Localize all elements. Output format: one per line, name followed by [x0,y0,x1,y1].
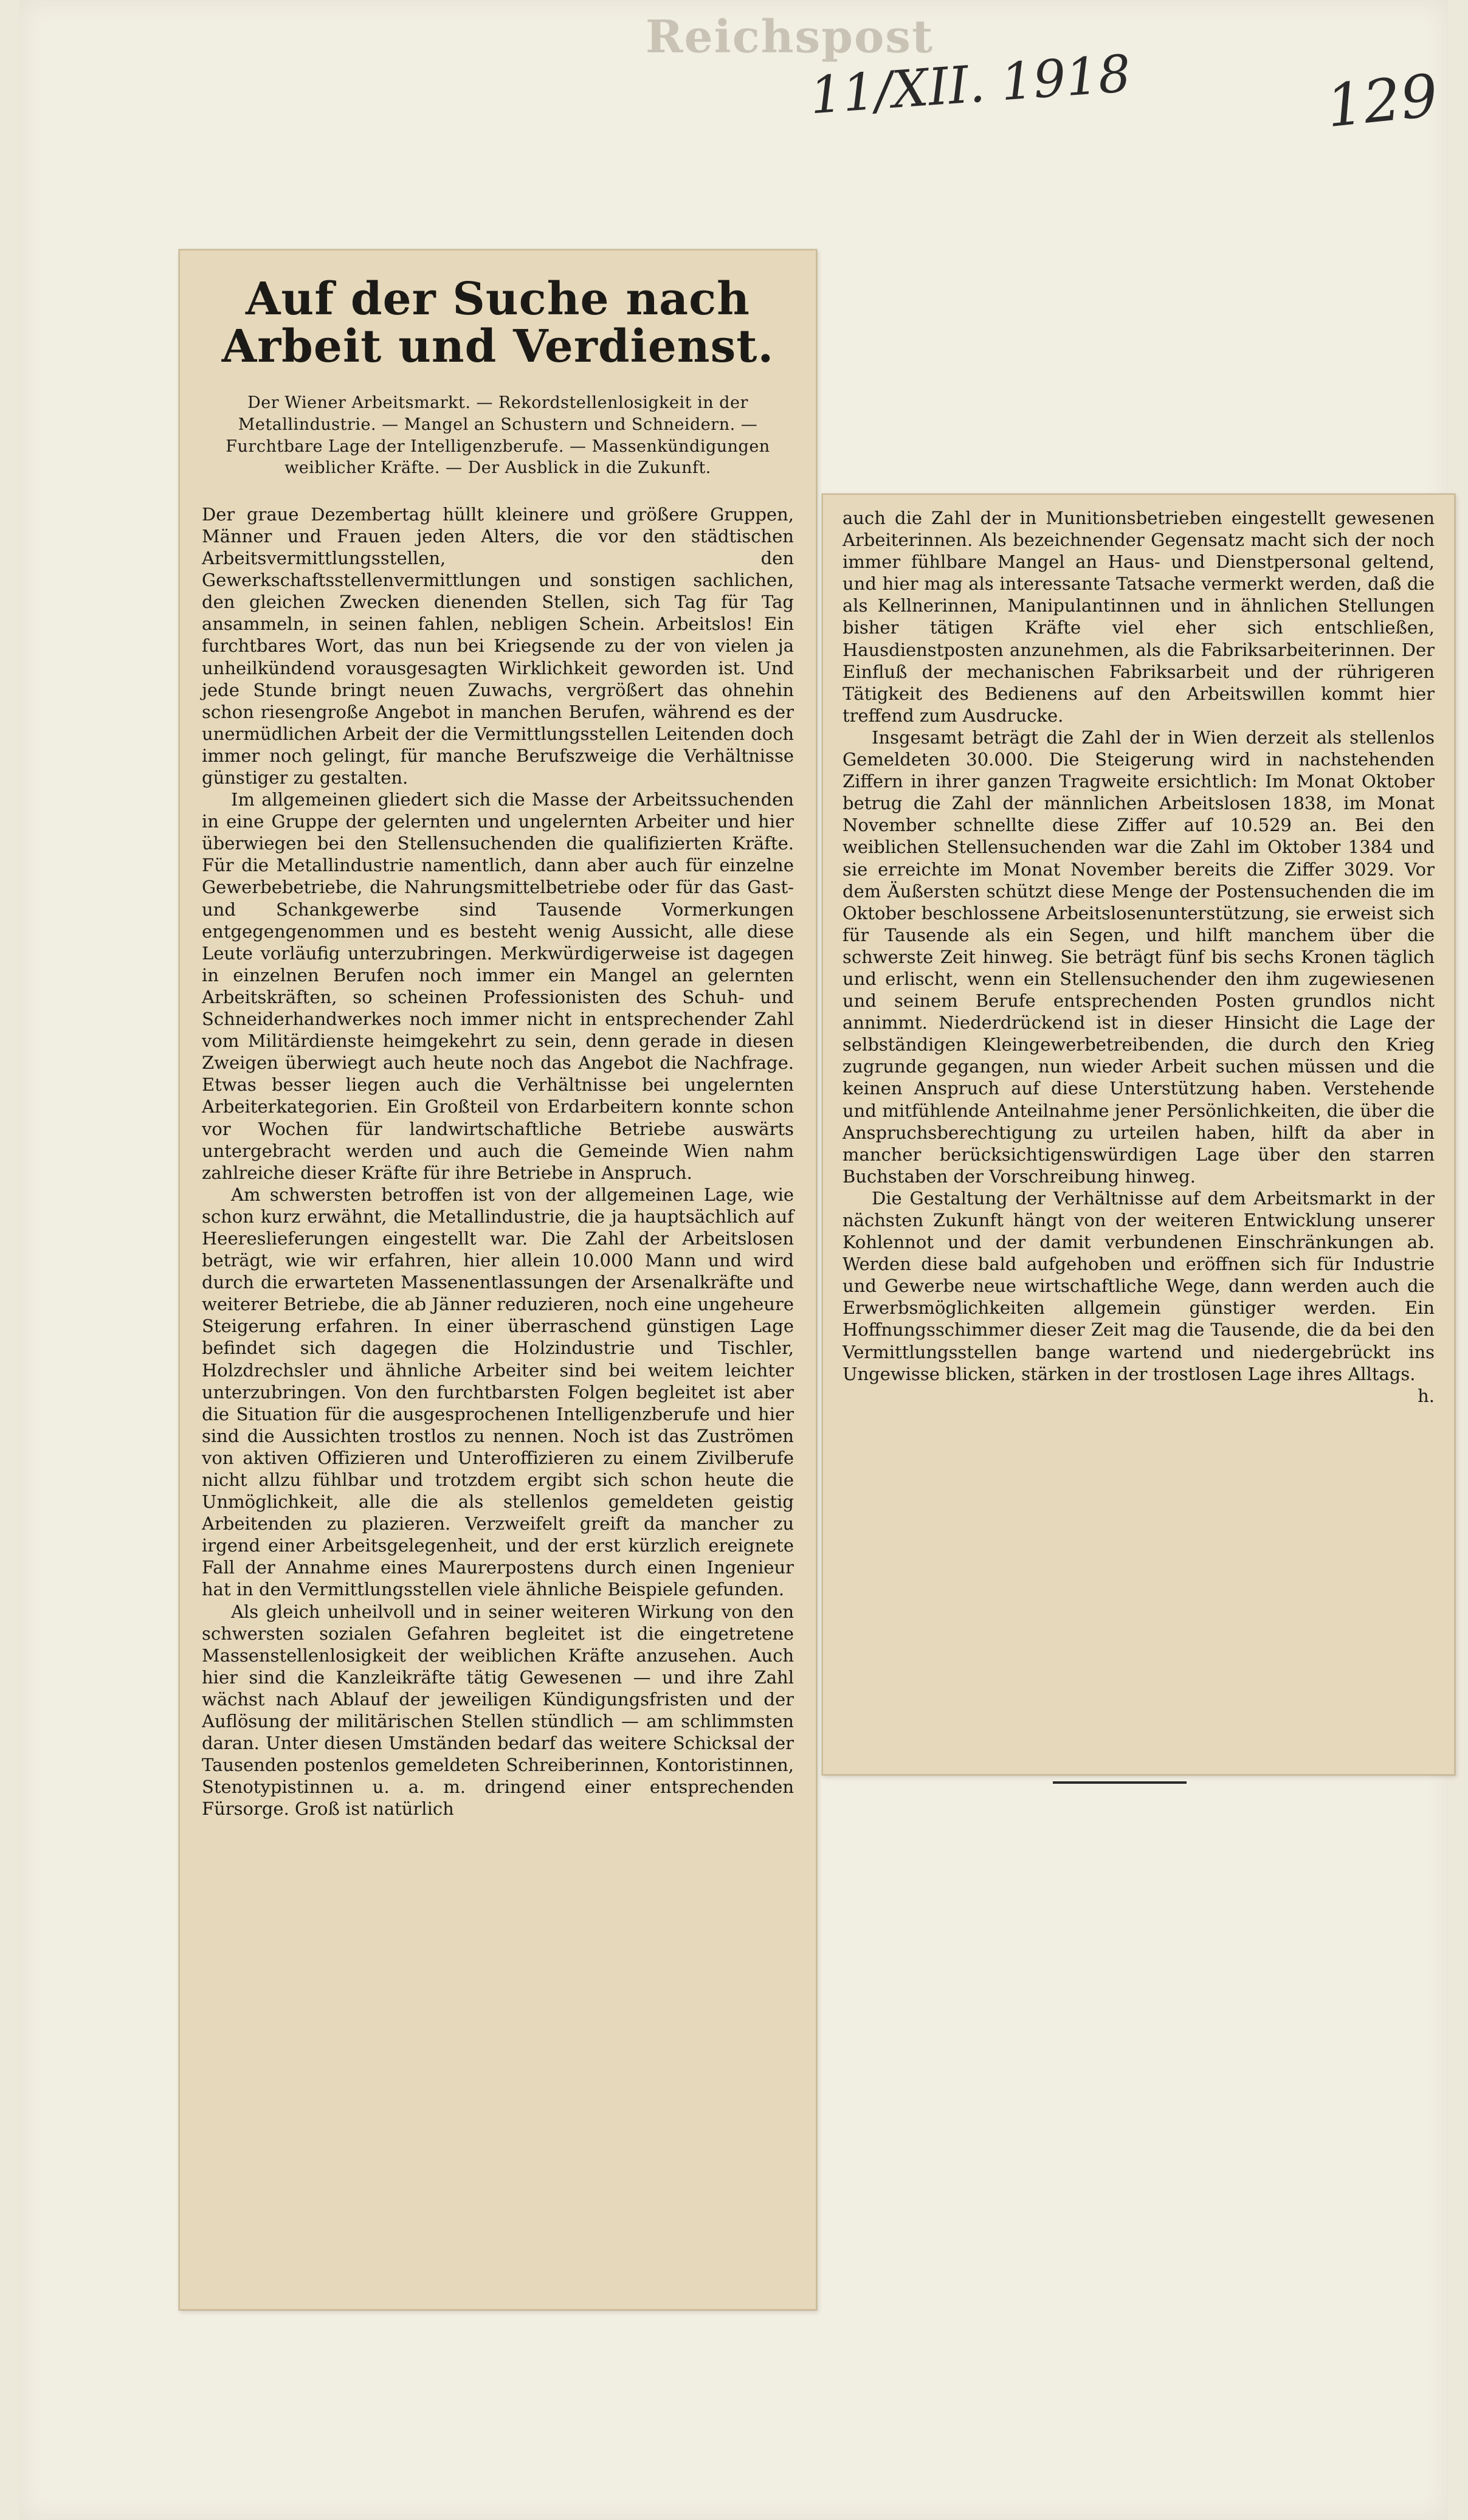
clipping-right-column [822,494,1455,1775]
clipping-left-column [179,249,817,2310]
paragraph: auch die Zahl der in Munitionsbetrieben eingestellt gewesenen Arbeiterinnen. Als bezeichnender Gegensatz macht sich der noch immer fühlbare Mangel an Haus- und Dienstpersonal geltend, und hier mag als interessante Tatsache vermerkt werden, daß die als Kellnerinnen, Manipulantinnen und in ähnlichen Stellungen bisher tätigen Kräfte viel eher sich entschließen, Hausdienstposten anzunehmen, als die Fabriksarbeiterinnen. Der Einfluß der mechanischen Fabriksarbeit und der rührigeren Tätigkeit des Bedienens auf den Arbeitswillen kommt hier treffend zum Ausdrucke. [843,508,1435,726]
newspaper-stamp: Reichspost [646,11,934,63]
paragraph: Der graue Dezembertag hüllt kleinere und größere Gruppen, Männer und Frauen jeden Alters, die vor den städtischen Arbeitsvermittlungsstellen, den Gewerkschaftsstellenvermittlungen und sonstigen sachlichen, den gleichen Zwecken dienenden Stellen, sich Tag für Tag ansammeln, in seinen fahlen, nebligen Schein. Arbeitslos! Ein furchtbares Wort, das nun bei Kriegsende zu der von vielen ja unheilkündend vorausgesagten Wirklichkeit geworden ist. Und jede Stunde bringt neuen Zuwachs, vergrößert das ohnehin schon riesengroße Angebot in manchen Berufen, während es der unermüdlichen Arbeit der die Vermittlungsstellen Leitenden doch immer noch gelingt, für manche Berufszweige die Verhältnisse günstiger zu gestalten. [202,503,794,788]
archive-sheet [19,0,1448,2520]
handwritten-date: 11/XII. 1918 [808,43,1133,126]
paragraph: Am schwersten betroffen ist von der allgemeinen Lage, wie schon kurz erwähnt, die Metallindustrie, die ja hauptsächlich auf Heereslieferungen eingestellt war. Die Zahl der Arbeitslosen beträgt, wie wir erfahren, hier allein 10.000 Mann und wird durch die erwarteten Massenentlassungen der Arsenalkräfte und weiterer Betriebe, die ab Jänner reduzieren, noch eine ungeheure Steigerung erfahren. In einer überraschend günstigen Lage befindet sich dagegen die Holzindustrie und Tischler, Holzdrechsler und ähnliche Arbeiter sind bei weitem leichter unterzubringen. Von den furchtbarsten Folgen begleitet ist aber die Situation für die ausgesprochenen Intelligenzberufe und hier sind die Aussichten trostlos zu nennen. Noch ist das Zuströmen von aktiven Offizieren und Unteroffizieren zu einem Zivilberufe nicht allzu fühlbar und trotzdem ergibt sich schon heute die Unmöglichkeit, alle die als stellenlos gemeldeten geistig Arbeitenden zu plazieren. Verzweifelt greift da mancher zu irgend einer Arbeitsgelegenheit, und der erst kürzlich ereignete Fall der Annahme eines Maurerpostens durch einen Ingenieur hat in den Vermittlungsstellen viele ähnliche Beispiele gefunden. [202,1184,794,1600]
author-signature: h. [1418,1385,1435,1406]
paragraph: Die Gestaltung der Verhältnisse auf dem Arbeitsmarkt in der nächsten Zukunft hängt von der weiteren Entwicklung unserer Kohlennot und der damit verbundenen Einschränkungen ab. Werden diese bald aufgehoben und eröffnen sich für Industrie und Gewerbe neue wirtschaftliche Wege, dann werden auch die Erwerbsmöglichkeiten allgemein günstiger werden. Ein Hoffnungsschimmer dieser Zeit mag die Tausende, die da bei den Vermittlungsstellen bange wartend und niedergebrückt ins Ungewisse blicken, stärken in der trostlosen Lage ihres Alltags. [843,1187,1435,1384]
article-body-right [843,507,1435,1407]
article-subhead: Der Wiener Arbeitsmarkt. — Rekordstellenlosigkeit in der Metallindustrie. — Mangel an Schustern und Schneidern. — Furchtbare Lage der Intelligenzberufe. — Massenkündigungen weiblicher Kräfte. — Der Ausblick in die Zukunft. [226,393,770,478]
handwritten-number: 129 [1323,61,1441,141]
article-headline: Auf der Suche nach Arbeit und Verdienst. [221,273,774,373]
paragraph: Insgesamt beträgt die Zahl der in Wien derzeit als stellenlos Gemeldeten 30.000. Die Steigerung wird in nachstehenden Ziffern in ihrer ganzen Tragweite ersichtlich: Im Monat Oktober betrug die Zahl der männlichen Arbeitslosen 1838, im Monat November schnellte diese Ziffer auf 10.529 an. Bei den weiblichen Stellensuchenden war die Zahl im Oktober 1384 und sie erreichte im Monat November bereits die Ziffer 3029. Vor dem Äußersten schützt diese Menge der Postensuchenden die im Oktober beschlossene Arbeitslosenunterstützung, sie erweist sich für Tausende als ein Segen, und hilft manchem über die schwerste Zeit hinweg. Sie beträgt fünf bis sechs Kronen täglich und erlischt, wenn ein Stellensuchender den ihm zugewiesenen und seinem Berufe entsprechenden Posten grundlos nicht annimmt. Niederdrückend ist in dieser Hinsicht die Lage der selbständigen Kleingewerbetreibenden, die durch den Krieg zugrunde gegangen, nun wieder Arbeit suchen müssen und die keinen Anspruch auf diese Unterstützung haben. Verstehende und mitfühlende Anteilnahme jener Persönlichkeiten, die über die Anspruchsberechtigung zu urteilen haben, hilft da aber in mancher berücksichtigenswürdigen Lage über den starren Buchstaben der Vorschreibung hinweg. [843,727,1435,1187]
end-rule [1053,1781,1187,1784]
article-body-left [202,503,794,1820]
paragraph: Als gleich unheilvoll und in seiner weiteren Wirkung von den schwersten sozialen Gefahren begleitet ist die eingetretene Massenstellenlosigkeit der weiblichen Kräfte anzusehen. Auch hier sind die Kanzleikräfte tätig Gewesenen — und ihre Zahl wächst nach Ablauf der jeweiligen Kündigungsfristen und der Auflösung der militärischen Stellen stündlich — am schlimmsten daran. Unter diesen Umständen bedarf das weitere Schicksal der Tausenden postenlos gemeldeten Schreiberinnen, Kontoristinnen, Stenotypistinnen u. a. m. dringend einer entsprechenden Fürsorge. Groß ist natürlich [202,1601,794,1820]
paragraph: Im allgemeinen gliedert sich die Masse der Arbeitssuchenden in eine Gruppe der gelernten und ungelernten Arbeiter und hier überwiegen bei den Stellensuchenden die qualifizierten Kräfte. Für die Metallindustrie namentlich, dann aber auch für einzelne Gewerbebetriebe, die Nahrungsmittelbetriebe oder für das Gast- und Schankgewerbe sind Tausende Vormerkungen entgegengenommen und es besteht wenig Aussicht, alle diese Leute vorläufig unterzubringen. Merkwürdigerweise ist dagegen in einzelnen Berufen noch immer ein Mangel an gelernten Arbeitskräften, so scheinen Professionisten des Schuh- und Schneiderhandwerkes noch immer nicht in entsprechender Zahl vom Militärdienste heimgekehrt zu sein, denn gerade in diesen Zweigen überwiegt auch heute noch das Angebot die Nachfrage. Etwas besser liegen auch die Verhältnisse bei ungelernten Arbeiterkategorien. Ein Großteil von Erdarbeitern konnte schon vor Wochen für landwirtschaftliche Betriebe auswärts untergebracht werden und auch die Gemeinde Wien nahm zahlreiche dieser Kräfte für ihre Betriebe in Anspruch. [202,789,794,1183]
